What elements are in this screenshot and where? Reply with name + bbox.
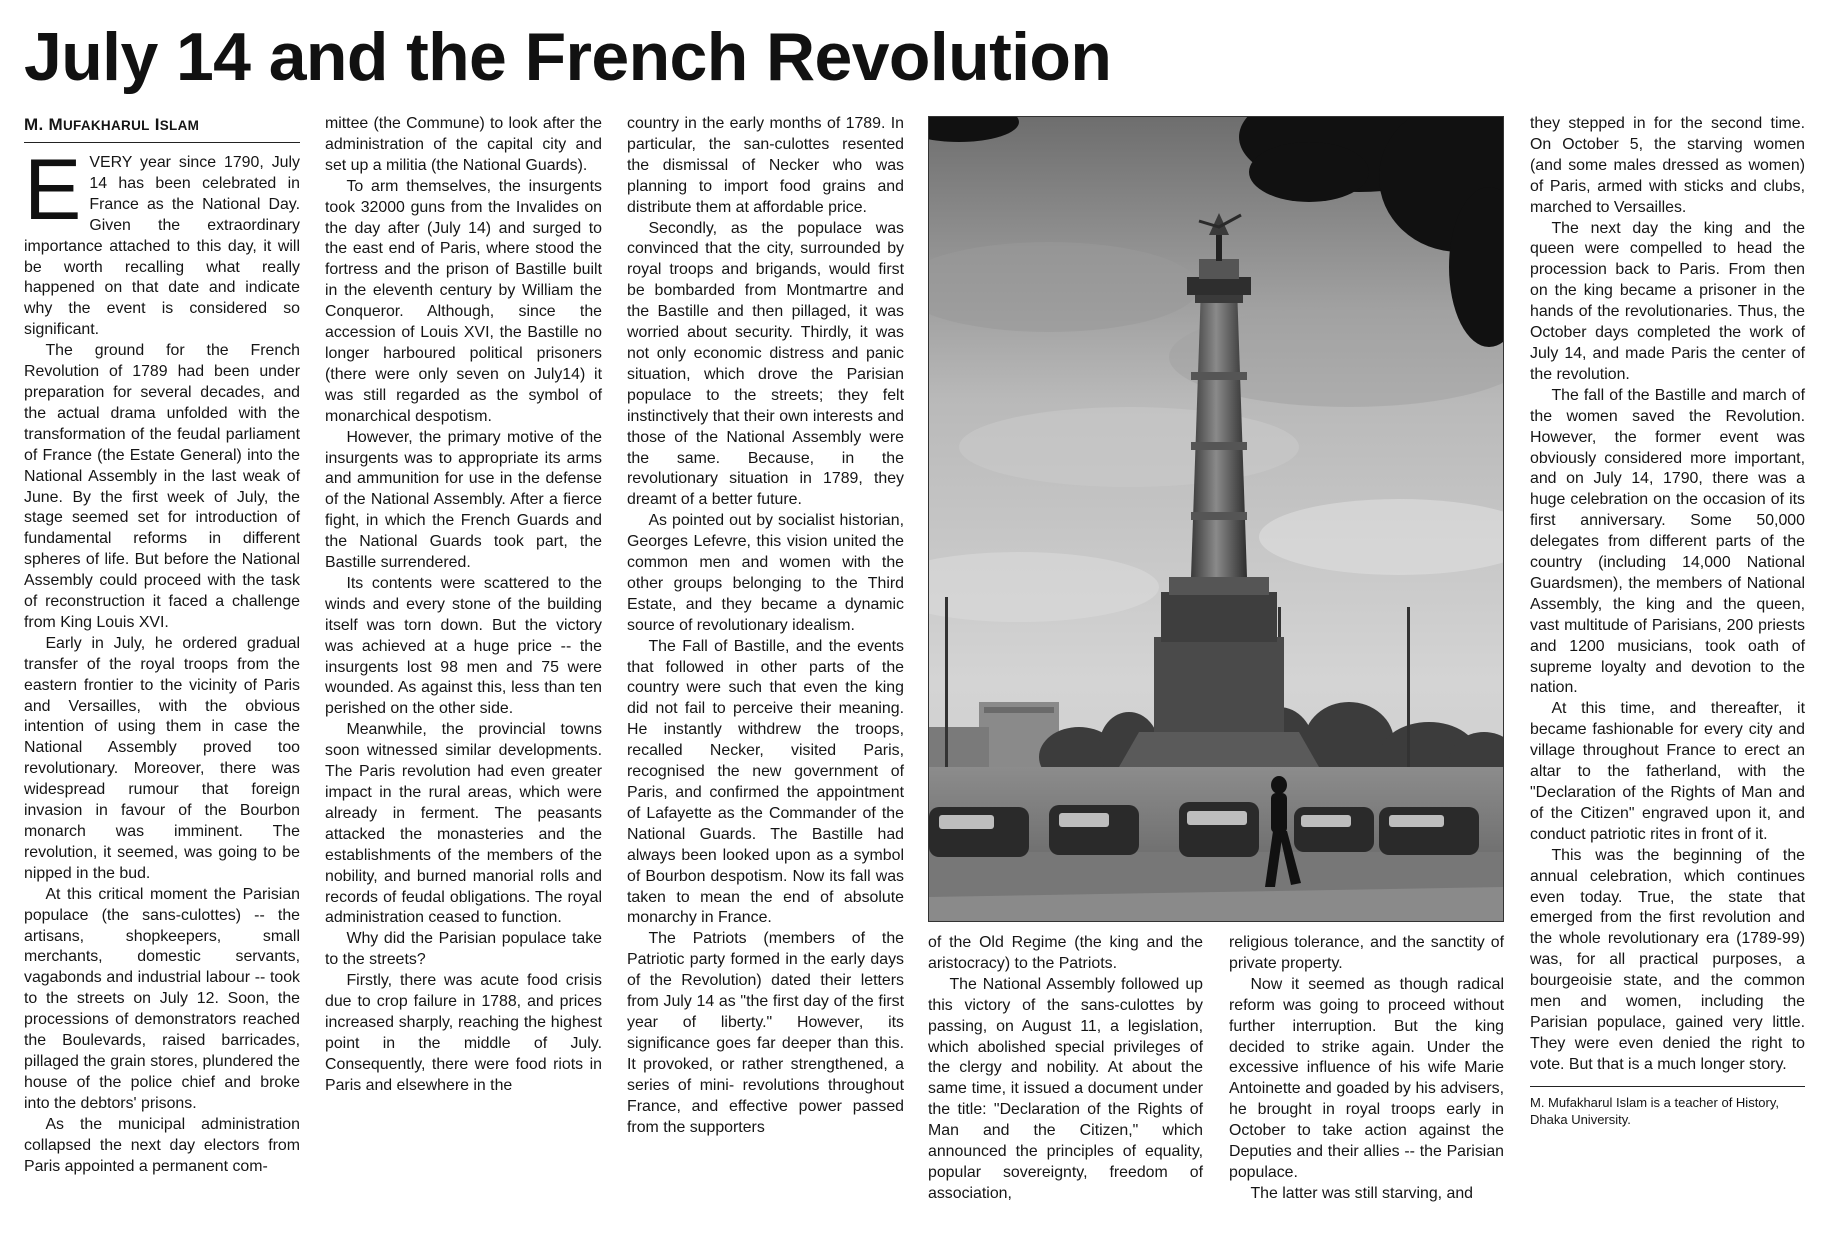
paragraph: they stepped in for the second time. On October 5, the starving women (and some males dressed as women) of Paris, armed with sticks and clubs, marched to Versailles.: [1530, 115, 1805, 216]
paragraph: EVERY year since 1790, July 14 has been celebrated in France as the National Day. Given the extraordinary importance attached to this day, it will be worth recalling what really happened on that date and indicate why the event is considered so significant.: [24, 142, 300, 339]
column-5: [1229, 933, 1504, 1205]
paragraph: The fall of the Bastille and march of the women saved the Revolution. However, the former event was obviously considered more important, and on July 14, 1790, there was a huge celebration on the occasion of its first anniversary. Some 50,000 delegates from different parts of the country (including 14,000 National Guardsmen), the members of National Assembly, the king and the queen, vast multitude of Parisians, 200 priests and 1200 musicians, took oath of supreme loyalty and devotion to the nation.: [1530, 386, 1805, 697]
column-2: [325, 114, 602, 1097]
paragraph: At this time, and thereafter, it became fashionable for every city and village throughout France to erect an altar to the fatherland, with the "Declaration of the Rights of Man and of the Citizen" engraved upon it, and conduct patriotic rites in front of it.: [1530, 700, 1805, 843]
author-credit: M. Mufakharul Islam is a teacher of History, Dhaka University.: [1530, 1086, 1805, 1128]
paragraph: The ground for the French Revolution of 1789 had been under preparation for several decades, and the actual drama unfolded with the transformation of the feudal parliament of France (the Estate General) into the National Assembly in the last weak of June. By the first week of July, the stage seemed set for introduction of fundamental reforms in different spheres of life. But before the National Assembly could proceed with the task of reconstruction it faced a challenge from King Louis XVI.: [24, 342, 300, 631]
paragraph: Firstly, there was acute food crisis due to crop failure in 1788, and prices increased sharply, reaching the highest point in the middle of July. Consequently, there were food riots in Paris and elsewhere in the: [325, 972, 602, 1094]
paragraph: Early in July, he ordered gradual transfer of the royal troops from the eastern frontier to the vicinity of Paris and Versailles, with the obvious intention of using them in case the National Assembly proved too revolutionary. Moreover, there was widespread rumour that foreign invasion in favour of the Bourbon monarch was imminent. The revolution, it seemed, was going to be nipped in the bud.: [24, 634, 300, 882]
paragraph: Now it seemed as though radical reform was going to proceed without further interruption. But the king decided to strike again. Under the excessive influence of his wife Marie Antoinette and goaded by his advisers, he brought in royal troops early in October to take action against the Deputies and their allies -- the Parisian populace.: [1229, 975, 1504, 1181]
headline: July 14 and the French Revolution: [24, 19, 1112, 95]
paragraph: As the municipal administration collapsed the next day electors from Paris appointed a permanent com-: [24, 1115, 300, 1175]
paragraph: The National Assembly followed up this victory of the sans-culottes by passing, on August 11, a legislation, which abolished special privileges of the clergy and nobility. At about the same time, it issued a document under the title: "Declaration of the Rights of Man and the Citizen," which announced the principles of equality, popular sovereignty, freedom of association,: [928, 975, 1203, 1202]
paragraph: Why did the Parisian populace take to the streets?: [325, 930, 602, 969]
drop-cap: E: [24, 142, 82, 238]
paragraph: However, the primary motive of the insurgents was to appropriate its arms and ammunition for use in the defense of the National Assembly. After a fierce fight, in which the French Guards and the National Guards took part, the Bastille surrendered.: [325, 428, 602, 572]
paragraph: Its contents were scattered to the winds and every stone of the building itself was torn down. But the victory was achieved at a huge price -- the insurgents lost 98 men and 75 were wounded. As against this, less than ten perished on the other side.: [325, 574, 602, 718]
paragraph: country in the early months of 1789. In particular, the san-culottes resented the dismissal of Necker who was planning to import food grains and distribute them at affordable price.: [627, 115, 904, 216]
paragraph: As pointed out by socialist historian, Georges Lefevre, this vision united the common men and women with the other groups belonging to the Third Estate, and they became a dynamic source of revolutionary idealism.: [627, 512, 904, 634]
paragraph: To arm themselves, the insurgents took 32000 guns from the Invalides on the day after (July 14) and surged to the east end of Paris, where stood the fortress and the prison of Bastille built in the eleventh century by William the Conqueror. Although, since the accession of Louis XVI, the Bastille no longer harboured political prisoners (there were only seven on July14) it was still regarded as the symbol of monarchical despotism.: [325, 177, 602, 425]
column-4: [928, 933, 1203, 1205]
paragraph: This was the beginning of the annual celebration, which continues even today. True, the state that emerged from the first revolution and the whole revolutionary era (1789-99) was, for all practical purposes, a bourgeoisie state, and the common men and women, including the Parisian populace, gained very little. They were even denied the right to vote. But that is a much longer story.: [1530, 846, 1805, 1073]
paragraph: The Fall of Bastille, and the events that followed in other parts of the country were such that even the king did not fail to perceive their meaning. He instantly withdrew the troops, recalled Necker, visited Paris, recognised the new government of Paris, and confirmed the appointment of Lafayette as the Commander of the National Guards. The Bastille had always been looked upon as a symbol of Bourbon despotism. Now its fall was taken to mean the end of absolute monarchy in France.: [627, 637, 904, 927]
column-6: [1530, 114, 1805, 1128]
paragraph: The latter was still starving, and: [1250, 1184, 1474, 1202]
paragraph: Meanwhile, the provincial towns soon witnessed similar developments. The Paris revolution had even greater impact in the rural areas, which were already in ferment. The peasants attacked the monasteries and the establishments of the members of the nobility, and burned manorial rolls and records of feudal obligations. The royal administration ceased to function.: [325, 721, 602, 927]
paragraph: The next day the king and the queen were compelled to head the procession back to Paris. From then on the king became a prisoner in the hands of the revolutionaries. Thus, the October days completed the work of July 14, and made Paris the center of the revolution.: [1530, 219, 1805, 383]
photo-image: [929, 117, 1504, 922]
paragraph: The Patriots (members of the Patriotic party formed in the early days of the Revolution) dated their letters from July 14 as "the first day of the first year of liberty." However, its significance goes far deeper than this. It provoked, or rather strengthened, a series of mini- revolutions throughout France, and effective power passed from the supporters: [627, 930, 904, 1136]
column-3: [627, 114, 904, 1138]
paragraph: religious tolerance, and the sanctity of private property.: [1229, 934, 1504, 972]
bastille-column-photo: [928, 116, 1504, 922]
column-1: [24, 114, 300, 1177]
byline: M. MUFAKHARUL ISLAM: [24, 114, 300, 143]
paragraph: Secondly, as the populace was convinced that the city, surrounded by royal troops and brigands, would first be bombarded from Montmartre and the Bastille and then pillaged, it was worried about security. Thirdly, it was not only economic distress and panic situation, which drove the Parisian populace to the streets; they felt instinctively that their own interests and those of the National Assembly were the same. Because, in the revolutionary situation in 1789, they dreamt of a better future.: [627, 219, 904, 509]
paragraph: of the Old Regime (the king and the aristocracy) to the Patriots.: [928, 934, 1203, 972]
paragraph: mittee (the Commune) to look after the administration of the capital city and set up a militia (the National Guards).: [325, 115, 602, 174]
paragraph: At this critical moment the Parisian populace (the sans-culottes) -- the artisans, shopkeepers, small merchants, domestic servants, vagabonds and industrial labour -- took to the streets on July 12. Soon, the processions of demonstrators reached the Boulevards, raised barricades, pillaged the grain stores, plundered the house of the police chief and broke into the debtors' prisons.: [24, 885, 300, 1112]
